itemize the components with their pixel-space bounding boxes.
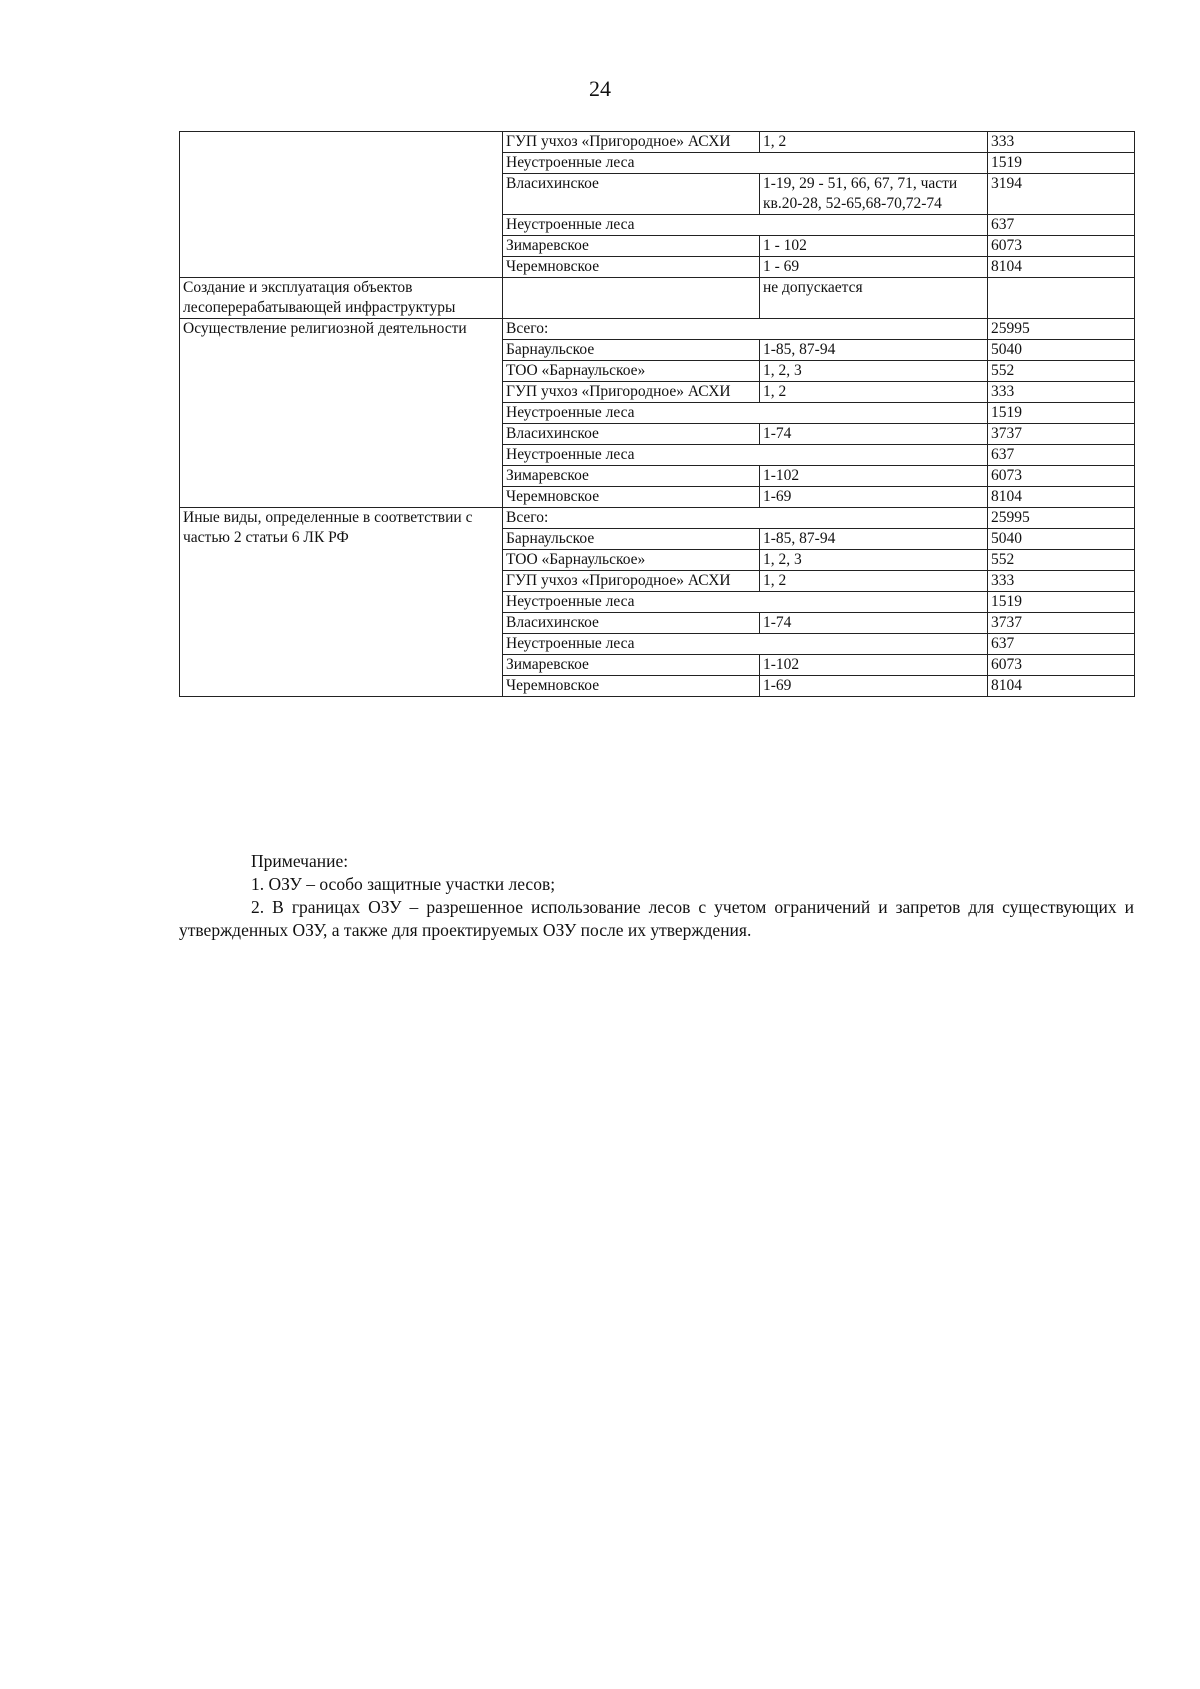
quarters-cell: 1-74 (760, 424, 988, 445)
area-cell: 1519 (988, 153, 1135, 174)
notes-section (179, 850, 1134, 942)
activity-cell (180, 132, 503, 278)
forest-use-table (179, 131, 1135, 697)
forestry-name-cell: Неустроенные леса (503, 215, 988, 236)
area-cell: 8104 (988, 676, 1135, 697)
area-cell: 6073 (988, 236, 1135, 257)
quarters-cell: 1, 2 (760, 132, 988, 153)
forestry-name-cell: Неустроенные леса (503, 634, 988, 655)
forestry-name-cell: Барнаульское (503, 340, 760, 361)
table-row (180, 278, 1135, 319)
forestry-name-cell: Всего: (503, 508, 988, 529)
table-row (180, 508, 1135, 529)
forestry-name-cell: Всего: (503, 319, 988, 340)
forestry-name-cell: ТОО «Барнаульское» (503, 361, 760, 382)
forestry-name-cell: Власихинское (503, 613, 760, 634)
quarters-cell: 1-102 (760, 466, 988, 487)
activity-cell: Иные виды, определенные в соответствии с частью 2 статьи 6 ЛК РФ (180, 508, 503, 697)
quarters-cell: 1-69 (760, 487, 988, 508)
forestry-name-cell: Черемновское (503, 257, 760, 278)
activity-cell: Осуществление религиозной деятельности (180, 319, 503, 508)
area-cell: 552 (988, 361, 1135, 382)
area-cell (988, 278, 1135, 319)
forestry-name-cell: Неустроенные леса (503, 592, 988, 613)
quarters-cell: 1, 2, 3 (760, 361, 988, 382)
notes-title: Примечание: (251, 851, 349, 871)
forestry-name-cell: Черемновское (503, 487, 760, 508)
forestry-name-cell: Зимаревское (503, 466, 760, 487)
activity-cell: Создание и эксплуатация объектов лесоперерабатывающей инфраструктуры (180, 278, 503, 319)
area-cell: 5040 (988, 340, 1135, 361)
area-cell: 6073 (988, 655, 1135, 676)
table-row (180, 132, 1135, 153)
forestry-name-cell: Власихинское (503, 424, 760, 445)
area-cell: 333 (988, 571, 1135, 592)
area-cell: 3194 (988, 174, 1135, 215)
note-item-2: 2. В границах ОЗУ – разрешенное использование лесов с учетом ограничений и запретов для существующих и утвержденных ОЗУ, а также для проектируемых ОЗУ после их утверждения. (179, 897, 1134, 940)
table-body (180, 132, 1135, 697)
area-cell: 552 (988, 550, 1135, 571)
forestry-name-cell: Зимаревское (503, 236, 760, 257)
area-cell: 637 (988, 634, 1135, 655)
area-cell: 3737 (988, 424, 1135, 445)
quarters-cell: 1-19, 29 - 51, 66, 67, 71, части кв.20-28, 52-65,68-70,72-74 (760, 174, 988, 215)
area-cell: 8104 (988, 257, 1135, 278)
forestry-name-cell (503, 278, 760, 319)
area-cell: 25995 (988, 508, 1135, 529)
quarters-cell: 1 - 69 (760, 257, 988, 278)
area-cell: 637 (988, 215, 1135, 236)
area-cell: 333 (988, 132, 1135, 153)
forestry-name-cell: Власихинское (503, 174, 760, 215)
quarters-cell: 1, 2, 3 (760, 550, 988, 571)
forestry-name-cell: ТОО «Барнаульское» (503, 550, 760, 571)
area-cell: 1519 (988, 403, 1135, 424)
forestry-name-cell: ГУП учхоз «Пригородное» АСХИ (503, 132, 760, 153)
quarters-cell: 1-102 (760, 655, 988, 676)
forestry-name-cell: Зимаревское (503, 655, 760, 676)
forestry-name-cell: Черемновское (503, 676, 760, 697)
quarters-cell: 1-85, 87-94 (760, 340, 988, 361)
forestry-name-cell: Барнаульское (503, 529, 760, 550)
area-cell: 25995 (988, 319, 1135, 340)
forestry-name-cell: Неустроенные леса (503, 445, 988, 466)
area-cell: 6073 (988, 466, 1135, 487)
note-item-1: 1. ОЗУ – особо защитные участки лесов; (251, 874, 556, 894)
forestry-name-cell: ГУП учхоз «Пригородное» АСХИ (503, 382, 760, 403)
forestry-name-cell: ГУП учхоз «Пригородное» АСХИ (503, 571, 760, 592)
quarters-cell: не допускается (760, 278, 988, 319)
area-cell: 637 (988, 445, 1135, 466)
area-cell: 1519 (988, 592, 1135, 613)
area-cell: 3737 (988, 613, 1135, 634)
forestry-name-cell: Неустроенные леса (503, 403, 988, 424)
quarters-cell: 1 - 102 (760, 236, 988, 257)
quarters-cell: 1, 2 (760, 382, 988, 403)
quarters-cell: 1, 2 (760, 571, 988, 592)
quarters-cell: 1-85, 87-94 (760, 529, 988, 550)
quarters-cell: 1-74 (760, 613, 988, 634)
area-cell: 8104 (988, 487, 1135, 508)
page-number: 24 (589, 76, 611, 101)
quarters-cell: 1-69 (760, 676, 988, 697)
table-row (180, 319, 1135, 340)
forestry-name-cell: Неустроенные леса (503, 153, 988, 174)
area-cell: 5040 (988, 529, 1135, 550)
area-cell: 333 (988, 382, 1135, 403)
